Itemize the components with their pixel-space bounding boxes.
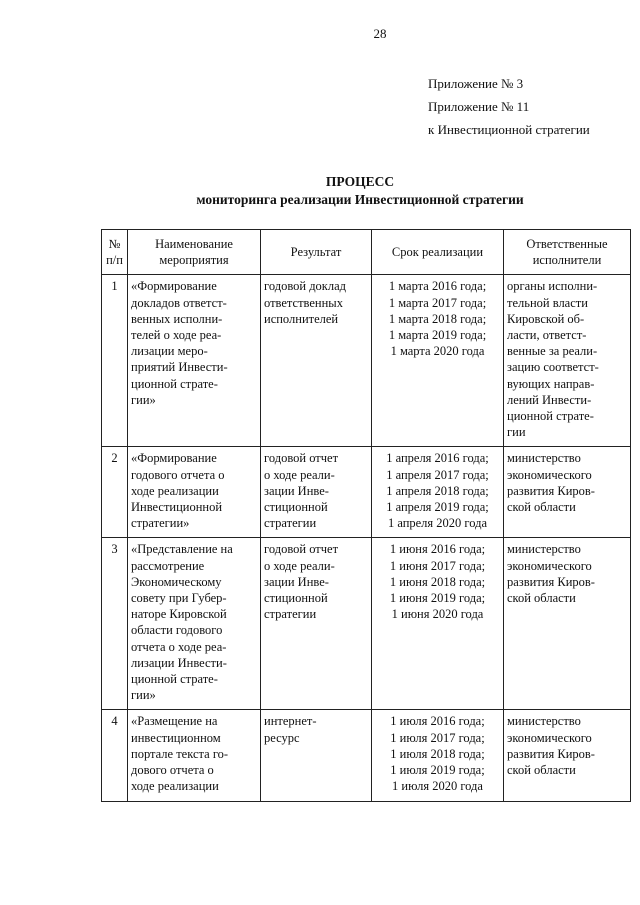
appendix-line-1: Приложение № 3	[428, 76, 524, 91]
row-number: 4	[102, 710, 128, 801]
activity-name-line: докладов ответст-	[131, 295, 227, 310]
activity-name-line: лизации меро-	[131, 344, 208, 359]
responsible-party-line: министерство	[507, 451, 581, 466]
implementation-deadline-line: 1 июня 2020 года	[391, 607, 484, 622]
page-number: 28	[373, 26, 387, 41]
activity-name-line: стратегии»	[131, 516, 190, 531]
activity-name-line: наторе Кировской	[131, 607, 227, 622]
activity-name-line: гии»	[131, 392, 156, 407]
activity-result-line: стратегии	[264, 607, 317, 622]
responsible-party-line: зацию соответст-	[507, 360, 599, 375]
table-row	[102, 447, 631, 538]
implementation-deadline	[372, 710, 504, 801]
implementation-deadline-line: 1 апреля 2020 года	[387, 516, 488, 531]
implementation-deadline-line: 1 июля 2020 года	[392, 779, 483, 794]
activity-name-line: инвестиционном	[131, 730, 221, 745]
activity-name-line: ходе реализации	[131, 779, 219, 794]
document-title	[0, 173, 640, 209]
responsible-party-line: экономического	[507, 730, 592, 745]
appendix-line-3: к Инвестиционной стратегии	[428, 122, 590, 137]
row-number: 3	[102, 538, 128, 710]
responsible-party-line: ской области	[507, 500, 576, 515]
activity-result-line: стиционной	[264, 591, 328, 606]
responsible-party	[504, 447, 631, 538]
activity-name-line: рассмотрение	[131, 558, 205, 573]
activity-name-line: гии»	[131, 688, 156, 703]
implementation-deadline-line: 1 июля 2018 года;	[390, 746, 485, 761]
implementation-deadline-line: 1 июля 2017 года;	[390, 730, 485, 745]
row-number: 1	[102, 275, 128, 447]
responsible-party-line: лений Инвести-	[507, 392, 592, 407]
implementation-deadline-line: 1 апреля 2016 года;	[386, 451, 489, 466]
implementation-deadline-line: 1 июня 2019 года;	[389, 591, 486, 606]
implementation-deadline	[372, 447, 504, 538]
table-row	[102, 538, 631, 710]
activity-result	[261, 538, 372, 710]
responsible-party-line: ской области	[507, 591, 576, 606]
responsible-party-line: министерство	[507, 542, 581, 557]
activity-result-line: стратегии	[264, 516, 317, 531]
responsible-party-line: ласти, ответст-	[507, 328, 587, 343]
activity-name-line: «Формирование	[131, 279, 217, 294]
activity-name-line: совету при Губер-	[131, 591, 227, 606]
activity-name-line: годового отчета о	[131, 467, 225, 482]
activity-result-line: о ходе реали-	[264, 558, 335, 573]
header-deadline: Срок реализации	[372, 230, 504, 275]
activity-name-line: отчета о ходе реа-	[131, 639, 227, 654]
activity-name-line: «Размещение на	[131, 714, 218, 729]
implementation-deadline-line: 1 марта 2018 года;	[388, 311, 487, 326]
activity-name	[128, 538, 261, 710]
activity-result-line: стиционной	[264, 500, 328, 515]
activity-name-line: ходе реализации	[131, 483, 219, 498]
activity-result-line: зации Инве-	[264, 574, 329, 589]
table-row	[102, 710, 631, 801]
implementation-deadline-line: 1 марта 2016 года;	[388, 279, 487, 294]
activity-name	[128, 447, 261, 538]
responsible-party-line: Кировской об-	[507, 311, 585, 326]
table-header-row	[102, 230, 631, 275]
responsible-party	[504, 538, 631, 710]
responsible-party-line: гии	[507, 425, 526, 440]
implementation-deadline-line: 1 апреля 2018 года;	[386, 483, 489, 498]
implementation-deadline-line: 1 апреля 2019 года;	[386, 500, 489, 515]
activity-result-line: годовой доклад	[264, 279, 347, 294]
activity-result-line: исполнителей	[264, 311, 339, 326]
implementation-deadline-line: 1 июля 2019 года;	[390, 763, 485, 778]
responsible-party-line: экономического	[507, 467, 592, 482]
activity-name-line: портале текста го-	[131, 746, 229, 761]
implementation-deadline	[372, 275, 504, 447]
responsible-party-line: органы исполни-	[507, 279, 598, 294]
header-responsible: Ответственные исполнители	[504, 230, 631, 275]
activity-name-line: дового отчета о	[131, 763, 214, 778]
responsible-party-line: развития Киров-	[507, 483, 595, 498]
responsible-party-line: тельной власти	[507, 295, 588, 310]
activity-result-line: годовой отчет	[264, 451, 339, 466]
responsible-party	[504, 275, 631, 447]
activity-name-line: венных исполни-	[131, 311, 223, 326]
responsible-party-line: ской области	[507, 763, 576, 778]
implementation-deadline-line: 1 марта 2019 года;	[388, 328, 487, 343]
responsible-party-line: развития Киров-	[507, 746, 595, 761]
responsible-party-line: развития Киров-	[507, 574, 595, 589]
activity-result-line: зации Инве-	[264, 483, 329, 498]
activity-result-line: ответственных	[264, 295, 343, 310]
activity-name-line: области годового	[131, 623, 223, 638]
implementation-deadline-line: 1 июня 2018 года;	[389, 574, 486, 589]
title-main: ПРОЦЕСС	[325, 174, 395, 189]
implementation-deadline-line: 1 июня 2017 года;	[389, 558, 486, 573]
header-name: Наименование мероприятия	[128, 230, 261, 275]
activity-result	[261, 710, 372, 801]
responsible-party	[504, 710, 631, 801]
implementation-deadline-line: 1 апреля 2017 года;	[386, 467, 489, 482]
appendix-reference	[428, 72, 590, 141]
implementation-deadline-line: 1 июня 2016 года;	[389, 542, 486, 557]
activity-name-line: телей о ходе реа-	[131, 328, 222, 343]
implementation-deadline	[372, 538, 504, 710]
responsible-party-line: экономического	[507, 558, 592, 573]
activity-name	[128, 275, 261, 447]
responsible-party-line: ционной страте-	[507, 409, 594, 424]
implementation-deadline-line: 1 марта 2020 года	[390, 344, 485, 359]
activity-name	[128, 710, 261, 801]
title-sub: мониторинга реализации Инвестиционной стратегии	[196, 192, 524, 207]
appendix-line-2: Приложение № 11	[428, 99, 530, 114]
implementation-deadline-line: 1 июля 2016 года;	[390, 714, 485, 729]
activity-result	[261, 447, 372, 538]
activity-result-line: годовой отчет	[264, 542, 339, 557]
activity-name-line: Экономическому	[131, 574, 222, 589]
activity-name-line: «Формирование	[131, 451, 217, 466]
activity-name-line: лизации Инвести-	[131, 655, 227, 670]
responsible-party-line: венные за реали-	[507, 344, 598, 359]
monitoring-table	[101, 229, 631, 802]
header-num: № п/п	[102, 230, 128, 275]
activity-name-line: приятий Инвести-	[131, 360, 228, 375]
responsible-party-line: вующих направ-	[507, 376, 595, 391]
table-row	[102, 275, 631, 447]
activity-name-line: Инвестиционной	[131, 500, 223, 515]
activity-result-line: о ходе реали-	[264, 467, 335, 482]
responsible-party-line: министерство	[507, 714, 581, 729]
header-result: Результат	[261, 230, 372, 275]
activity-result	[261, 275, 372, 447]
activity-result-line: интернет-	[264, 714, 317, 729]
activity-result-line: ресурс	[264, 730, 300, 745]
implementation-deadline-line: 1 марта 2017 года;	[388, 295, 487, 310]
activity-name-line: «Представление на	[131, 542, 233, 557]
row-number: 2	[102, 447, 128, 538]
activity-name-line: ционной страте-	[131, 376, 218, 391]
activity-name-line: ционной страте-	[131, 672, 218, 687]
